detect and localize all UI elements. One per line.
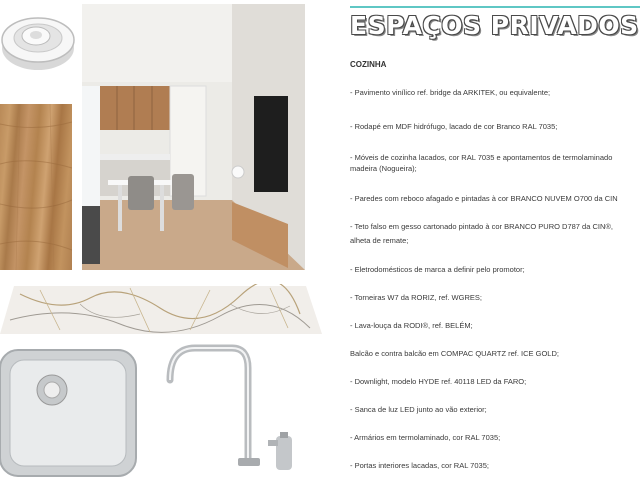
spec-item: - Torneiras W7 da RORIZ, ref. WGRES; xyxy=(350,293,482,302)
spec-item: - Pavimento vinílico ref. bridge da ARKITEK, ou equivalente; xyxy=(350,88,551,97)
spec-item: - Teto falso em gesso cartonado pintado à cor BRANCO PURO D787 da CIN®, xyxy=(350,222,614,231)
spec-item: Balcão e contra balcão em COMPAC QUARTZ ref. ICE GOLD; xyxy=(350,349,559,358)
faucet-image xyxy=(150,340,320,480)
title-accent-bar xyxy=(350,6,640,8)
kitchen-render-image xyxy=(82,4,305,270)
spec-item: - Eletrodomésticos de marca a definir pelo promotor; xyxy=(350,265,525,274)
downlight-image xyxy=(0,0,78,92)
spec-item-continuation: alheta de remate; xyxy=(350,236,409,245)
spec-item: - Downlight, modelo HYDE ref. 40118 LED da FARO; xyxy=(350,377,527,386)
marble-slab-image xyxy=(0,284,322,336)
section-heading: COZINHA xyxy=(350,60,387,69)
spec-panel xyxy=(350,0,640,480)
spec-item: - Rodapé em MDF hidrófugo, lacado de cor Branco RAL 7035; xyxy=(350,122,558,131)
spec-item: - Portas interiores lacadas, cor RAL 7035; xyxy=(350,461,489,470)
spec-item: - Paredes com reboco afagado e pintadas à cor BRANCO NUVEM O700 da CIN xyxy=(350,194,618,203)
spec-item: - Armários em termolaminado, cor RAL 7035; xyxy=(350,433,501,442)
spec-item: - Sanca de luz LED junto ao vão exterior; xyxy=(350,405,487,414)
spec-item-continuation: madeira (Nogueira); xyxy=(350,164,417,173)
spec-item: - Lava-louça da RODI®, ref. BELÉM; xyxy=(350,321,473,330)
wood-swatch-image xyxy=(0,104,72,270)
sink-image xyxy=(0,346,140,480)
page-title: ESPAÇOS PRIVADOS xyxy=(350,11,639,40)
spec-item: - Móveis de cozinha lacados, cor RAL 7035 e apontamentos de termolaminado xyxy=(350,153,613,162)
